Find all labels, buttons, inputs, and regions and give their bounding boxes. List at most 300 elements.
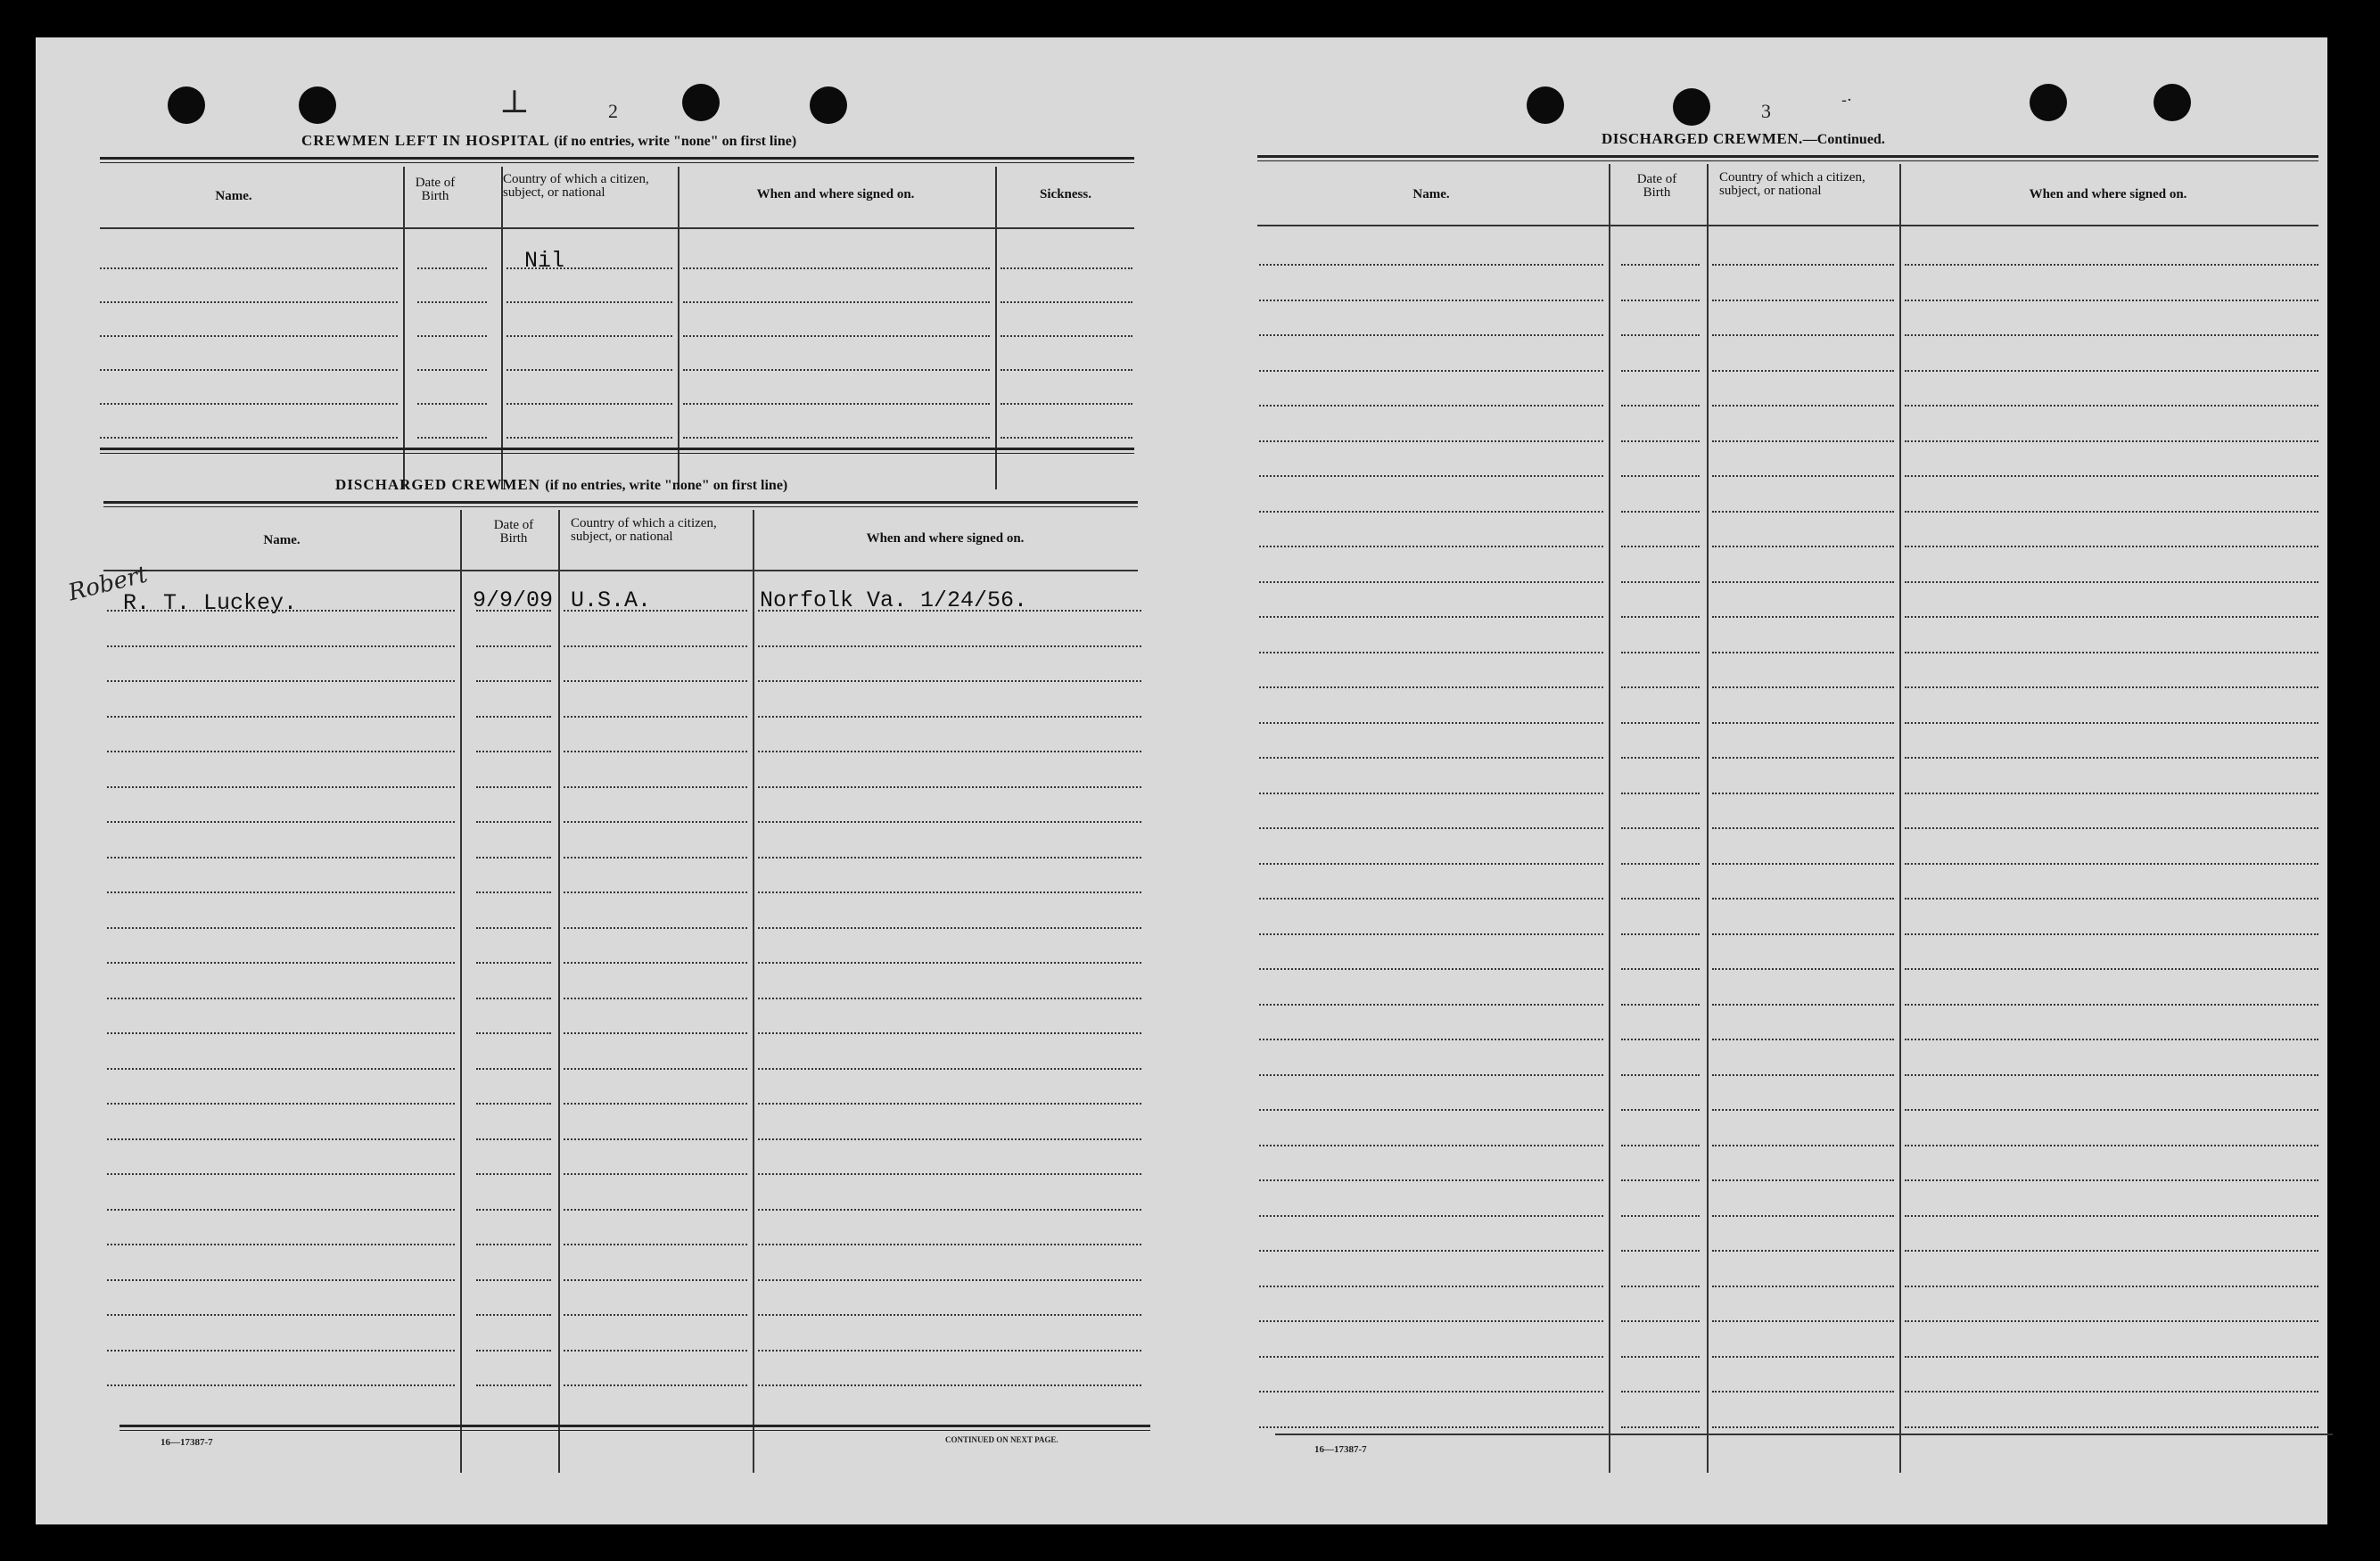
- entry-line: [758, 1350, 1141, 1351]
- entry-line: [1905, 1179, 2318, 1181]
- entry-line: [1712, 264, 1894, 266]
- column-divider: [753, 510, 754, 1473]
- entry-line: [506, 267, 672, 269]
- entry-line: [1621, 334, 1700, 336]
- entry-line: [758, 857, 1141, 859]
- pen-mark: ‑·: [1841, 91, 1852, 110]
- entry-line: [1259, 370, 1603, 372]
- entry-line: [1712, 1004, 1894, 1006]
- entry-line: [758, 1244, 1141, 1245]
- entry-line: [1905, 1039, 2318, 1040]
- entry-line: [1712, 968, 1894, 970]
- entry-line: [1259, 1250, 1603, 1252]
- col-sickness: Sickness.: [1040, 187, 1091, 201]
- rule: [119, 1425, 1150, 1431]
- entry-line: [1259, 1179, 1603, 1181]
- entry-line: [1712, 1426, 1894, 1428]
- entry-line: [1621, 300, 1700, 301]
- crewman-country: U.S.A.: [571, 587, 652, 613]
- entry-line: [1621, 1286, 1700, 1287]
- entry-line: [476, 962, 551, 964]
- entry-line: [758, 786, 1141, 788]
- entry-line: [1259, 863, 1603, 865]
- entry-line: [1712, 1179, 1894, 1181]
- entry-line: [107, 962, 455, 964]
- entry-line: [107, 857, 455, 859]
- page-number-right: 3: [1761, 100, 1771, 122]
- entry-line: [107, 610, 455, 612]
- entry-line: [1712, 1145, 1894, 1146]
- col-name: Name.: [263, 533, 301, 547]
- entry-line: [1905, 1004, 2318, 1006]
- entry-line: [564, 1138, 747, 1140]
- entry-line: [758, 1032, 1141, 1034]
- col-country: Country of which a citizen, subject, or national: [503, 172, 649, 200]
- column-divider: [678, 167, 679, 489]
- form-number-left: 16—17387-7: [161, 1437, 213, 1448]
- entry-line: [564, 1068, 747, 1070]
- entry-line: [506, 437, 672, 439]
- entry-line: [1621, 898, 1700, 900]
- entry-line: [564, 680, 747, 682]
- entry-line: [1259, 898, 1603, 900]
- entry-line: [564, 645, 747, 647]
- entry-line: [476, 1279, 551, 1281]
- entry-line: [683, 335, 990, 337]
- entry-line: [1905, 968, 2318, 970]
- entry-line: [758, 821, 1141, 823]
- entry-line: [1259, 1320, 1603, 1322]
- col-name: Name.: [1412, 187, 1450, 201]
- column-divider: [995, 167, 997, 489]
- entry-line: [107, 1244, 455, 1245]
- entry-line: [1621, 686, 1700, 688]
- column-divider: [501, 167, 503, 489]
- entry-line: [1905, 757, 2318, 759]
- entry-line: [1712, 1356, 1894, 1358]
- entry-line: [1621, 1356, 1700, 1358]
- entry-line: [107, 1103, 455, 1105]
- entry-line: [1712, 793, 1894, 794]
- entry-line: [1621, 581, 1700, 583]
- entry-line: [506, 369, 672, 371]
- entry-line: [564, 1103, 747, 1105]
- entry-line: [1712, 1250, 1894, 1252]
- entry-line: [1259, 722, 1603, 724]
- entry-line: [476, 645, 551, 647]
- entry-line: [758, 891, 1141, 893]
- entry-line: [476, 891, 551, 893]
- entry-line: [758, 610, 1141, 612]
- entry-line: [476, 1350, 551, 1351]
- entry-line: [1905, 1391, 2318, 1393]
- entry-line: [758, 1173, 1141, 1175]
- entry-line: [1905, 616, 2318, 618]
- entry-line: [1259, 405, 1603, 407]
- entry-line: [758, 716, 1141, 718]
- entry-line: [1712, 334, 1894, 336]
- entry-line: [1905, 686, 2318, 688]
- entry-line: [1905, 1250, 2318, 1252]
- document-sheet: [36, 37, 2327, 1524]
- col-country: Country of which a citizen, subject, or national: [571, 516, 717, 544]
- entry-line: [1259, 757, 1603, 759]
- entry-line: [564, 1384, 747, 1386]
- entry-line: [758, 1103, 1141, 1105]
- entry-line: [758, 1068, 1141, 1070]
- entry-line: [107, 1068, 455, 1070]
- punch-hole: [168, 86, 205, 124]
- entry-line: [506, 301, 672, 303]
- entry-line: [758, 1314, 1141, 1316]
- entry-line: [683, 369, 990, 371]
- pen-mark: ⊥: [499, 84, 530, 120]
- entry-line: [1905, 1286, 2318, 1287]
- entry-line: [1905, 1356, 2318, 1358]
- col-date-of-birth: Date of Birth: [415, 176, 456, 203]
- entry-line: [476, 1244, 551, 1245]
- crewman-name: R. T. Luckey.: [123, 590, 298, 616]
- entry-line: [476, 1314, 551, 1316]
- entry-line: [564, 927, 747, 929]
- entry-line: [100, 335, 398, 337]
- entry-line: [1905, 475, 2318, 477]
- rule: [1275, 1434, 2333, 1435]
- entry-line: [1621, 1074, 1700, 1076]
- entry-line: [107, 1173, 455, 1175]
- punch-hole: [682, 84, 720, 121]
- entry-line: [1621, 827, 1700, 829]
- entry-line: [107, 716, 455, 718]
- entry-line: [758, 998, 1141, 999]
- crewman-signed-on: Norfolk Va. 1/24/56.: [760, 587, 1028, 613]
- entry-line: [1001, 437, 1132, 439]
- entry-line: [1621, 1320, 1700, 1322]
- entry-line: [107, 786, 455, 788]
- entry-line: [1905, 1109, 2318, 1111]
- entry-line: [1905, 370, 2318, 372]
- entry-line: [107, 1314, 455, 1316]
- punch-hole: [1673, 88, 1710, 126]
- col-country: Country of which a citizen, subject, or national: [1719, 170, 1865, 198]
- entry-line: [1905, 264, 2318, 266]
- entry-line: [107, 891, 455, 893]
- form-number-right: 16—17387-7: [1314, 1444, 1367, 1455]
- entry-line: [1259, 440, 1603, 442]
- entry-line: [758, 962, 1141, 964]
- entry-line: [1712, 1074, 1894, 1076]
- hospital-section-title: CREWMEN LEFT IN HOSPITAL (if no entries, write "none" on first line): [301, 132, 797, 149]
- entry-line: [683, 301, 990, 303]
- entry-line: [107, 645, 455, 647]
- entry-line: [1259, 264, 1603, 266]
- entry-line: [1712, 1391, 1894, 1393]
- entry-line: [564, 1314, 747, 1316]
- entry-line: [476, 786, 551, 788]
- entry-line: [1259, 334, 1603, 336]
- column-divider: [558, 510, 560, 1473]
- entry-line: [1259, 1109, 1603, 1111]
- entry-line: [1712, 757, 1894, 759]
- entry-line: [417, 301, 487, 303]
- entry-line: [107, 1279, 455, 1281]
- entry-line: [476, 680, 551, 682]
- entry-line: [1712, 933, 1894, 935]
- entry-line: [476, 1103, 551, 1105]
- rule: [1257, 155, 2318, 161]
- entry-line: [1905, 722, 2318, 724]
- entry-line: [564, 1279, 747, 1281]
- entry-line: [1712, 440, 1894, 442]
- entry-line: [1905, 933, 2318, 935]
- entry-line: [1259, 1391, 1603, 1393]
- entry-line: [1621, 511, 1700, 513]
- entry-line: [1905, 300, 2318, 301]
- rule: [103, 501, 1138, 507]
- entry-line: [1712, 722, 1894, 724]
- entry-line: [1905, 511, 2318, 513]
- entry-line: [1259, 1145, 1603, 1146]
- entry-line: [107, 1138, 455, 1140]
- entry-line: [476, 1068, 551, 1070]
- column-divider: [1899, 164, 1901, 1473]
- entry-line: [1621, 440, 1700, 442]
- entry-line: [758, 1138, 1141, 1140]
- entry-line: [1259, 652, 1603, 653]
- entry-line: [1712, 511, 1894, 513]
- entry-line: [564, 716, 747, 718]
- entry-line: [1712, 1109, 1894, 1111]
- entry-line: [1905, 334, 2318, 336]
- header-rule: [1257, 225, 2318, 226]
- entry-line: [758, 645, 1141, 647]
- entry-line: [476, 610, 551, 612]
- entry-line: [1259, 300, 1603, 301]
- entry-line: [1259, 1215, 1603, 1217]
- entry-line: [107, 1032, 455, 1034]
- entry-line: [476, 1032, 551, 1034]
- col-when-where: When and where signed on.: [866, 531, 1025, 546]
- entry-line: [100, 403, 398, 405]
- entry-line: [1621, 1426, 1700, 1428]
- entry-line: [1001, 335, 1132, 337]
- entry-line: [1905, 581, 2318, 583]
- entry-line: [100, 369, 398, 371]
- entry-line: [476, 716, 551, 718]
- entry-line: [1001, 369, 1132, 371]
- rule: [100, 448, 1134, 454]
- col-date-of-birth: Date of Birth: [1636, 172, 1677, 200]
- entry-line: [1259, 1286, 1603, 1287]
- handwritten-first-name: Robert: [65, 561, 151, 607]
- entry-line: [564, 1350, 747, 1351]
- entry-line: [1712, 1039, 1894, 1040]
- entry-line: [1905, 546, 2318, 547]
- entry-line: [564, 891, 747, 893]
- entry-line: [758, 1209, 1141, 1211]
- entry-line: [476, 751, 551, 752]
- entry-line: [1621, 1109, 1700, 1111]
- entry-line: [107, 998, 455, 999]
- entry-line: [1621, 546, 1700, 547]
- entry-line: [417, 369, 487, 371]
- header-rule: [100, 227, 1134, 229]
- entry-line: [1259, 686, 1603, 688]
- entry-line: [1905, 405, 2318, 407]
- entry-line: [1621, 863, 1700, 865]
- entry-line: [1712, 616, 1894, 618]
- column-divider: [1609, 164, 1610, 1473]
- entry-line: [100, 267, 398, 269]
- entry-line: [100, 301, 398, 303]
- entry-line: [1621, 933, 1700, 935]
- entry-line: [1712, 475, 1894, 477]
- entry-line: [107, 1209, 455, 1211]
- crewman-date-of-birth: 9/9/09: [473, 587, 554, 613]
- entry-line: [1905, 1215, 2318, 1217]
- entry-line: [1712, 546, 1894, 547]
- entry-line: [1621, 757, 1700, 759]
- entry-line: [1621, 1039, 1700, 1040]
- entry-line: [1001, 403, 1132, 405]
- continued-note: CONTINUED ON NEXT PAGE.: [945, 1435, 1058, 1444]
- punch-hole: [2154, 84, 2191, 121]
- entry-line: [1259, 511, 1603, 513]
- entry-line: [1621, 968, 1700, 970]
- entry-line: [1621, 652, 1700, 653]
- entry-line: [1259, 581, 1603, 583]
- entry-line: [1259, 1004, 1603, 1006]
- entry-line: [1621, 264, 1700, 266]
- entry-line: [1259, 793, 1603, 794]
- punch-hole: [810, 86, 847, 124]
- entry-line: [107, 1384, 455, 1386]
- entry-line: [1621, 616, 1700, 618]
- entry-line: [1712, 898, 1894, 900]
- entry-line: [1621, 1250, 1700, 1252]
- punch-hole: [2030, 84, 2067, 121]
- entry-line: [1001, 267, 1132, 269]
- entry-line: [1259, 546, 1603, 547]
- entry-line: [1621, 370, 1700, 372]
- column-divider: [1707, 164, 1709, 1473]
- entry-line: [1905, 1320, 2318, 1322]
- entry-line: [417, 437, 487, 439]
- entry-line: [476, 927, 551, 929]
- entry-line: [683, 403, 990, 405]
- entry-line: [476, 1384, 551, 1386]
- entry-line: [506, 403, 672, 405]
- entry-line: [1712, 300, 1894, 301]
- entry-line: [107, 1350, 455, 1351]
- entry-line: [1259, 1426, 1603, 1428]
- entry-line: [506, 335, 672, 337]
- entry-line: [564, 821, 747, 823]
- entry-line: [1259, 475, 1603, 477]
- entry-line: [476, 857, 551, 859]
- entry-line: [683, 437, 990, 439]
- entry-line: [1259, 827, 1603, 829]
- entry-line: [1001, 301, 1132, 303]
- page-number-left: 2: [608, 100, 618, 122]
- col-name: Name.: [215, 189, 252, 203]
- entry-line: [564, 1032, 747, 1034]
- entry-line: [107, 927, 455, 929]
- entry-line: [758, 680, 1141, 682]
- header-rule: [103, 570, 1138, 571]
- punch-hole: [299, 86, 336, 124]
- discharged-section-title: DISCHARGED CREWMEN (if no entries, write "none" on first line): [335, 476, 788, 493]
- entry-line: [1621, 722, 1700, 724]
- entry-line: [1905, 793, 2318, 794]
- column-divider: [403, 167, 405, 489]
- entry-line: [1621, 475, 1700, 477]
- entry-line: [1621, 405, 1700, 407]
- entry-line: [1621, 1004, 1700, 1006]
- entry-line: [564, 610, 747, 612]
- entry-line: [758, 1279, 1141, 1281]
- entry-line: [417, 267, 487, 269]
- entry-line: [564, 1209, 747, 1211]
- entry-line: [100, 437, 398, 439]
- entry-line: [1712, 370, 1894, 372]
- entry-line: [564, 962, 747, 964]
- col-date-of-birth: Date of Birth: [493, 518, 534, 546]
- entry-line: [417, 335, 487, 337]
- entry-line: [1712, 581, 1894, 583]
- entry-line: [1621, 793, 1700, 794]
- entry-line: [1259, 1074, 1603, 1076]
- entry-line: [107, 821, 455, 823]
- entry-line: [1259, 616, 1603, 618]
- entry-line: [1712, 686, 1894, 688]
- entry-line: [1905, 440, 2318, 442]
- entry-line: [1905, 1426, 2318, 1428]
- entry-line: [564, 1173, 747, 1175]
- entry-line: [564, 857, 747, 859]
- entry-line: [1905, 898, 2318, 900]
- entry-line: [476, 998, 551, 999]
- entry-line: [107, 680, 455, 682]
- entry-line: [1712, 863, 1894, 865]
- discharged-continued-title: DISCHARGED CREWMEN.—Continued.: [1602, 130, 1885, 147]
- entry-line: [476, 1138, 551, 1140]
- punch-hole: [1527, 86, 1564, 124]
- entry-line: [1259, 1356, 1603, 1358]
- entry-line: [564, 1244, 747, 1245]
- entry-line: [1259, 968, 1603, 970]
- hospital-entry: Nil: [524, 248, 565, 274]
- rule: [100, 157, 1134, 163]
- entry-line: [683, 267, 990, 269]
- entry-line: [1905, 1074, 2318, 1076]
- col-when-where: When and where signed on.: [2029, 187, 2187, 201]
- entry-line: [476, 1173, 551, 1175]
- entry-line: [1712, 1320, 1894, 1322]
- entry-line: [564, 751, 747, 752]
- entry-line: [476, 821, 551, 823]
- entry-line: [1621, 1391, 1700, 1393]
- entry-line: [1712, 1215, 1894, 1217]
- entry-line: [758, 1384, 1141, 1386]
- entry-line: [107, 751, 455, 752]
- entry-line: [564, 998, 747, 999]
- entry-line: [1712, 1286, 1894, 1287]
- entry-line: [564, 786, 747, 788]
- entry-line: [1259, 1039, 1603, 1040]
- entry-line: [476, 1209, 551, 1211]
- entry-line: [1259, 933, 1603, 935]
